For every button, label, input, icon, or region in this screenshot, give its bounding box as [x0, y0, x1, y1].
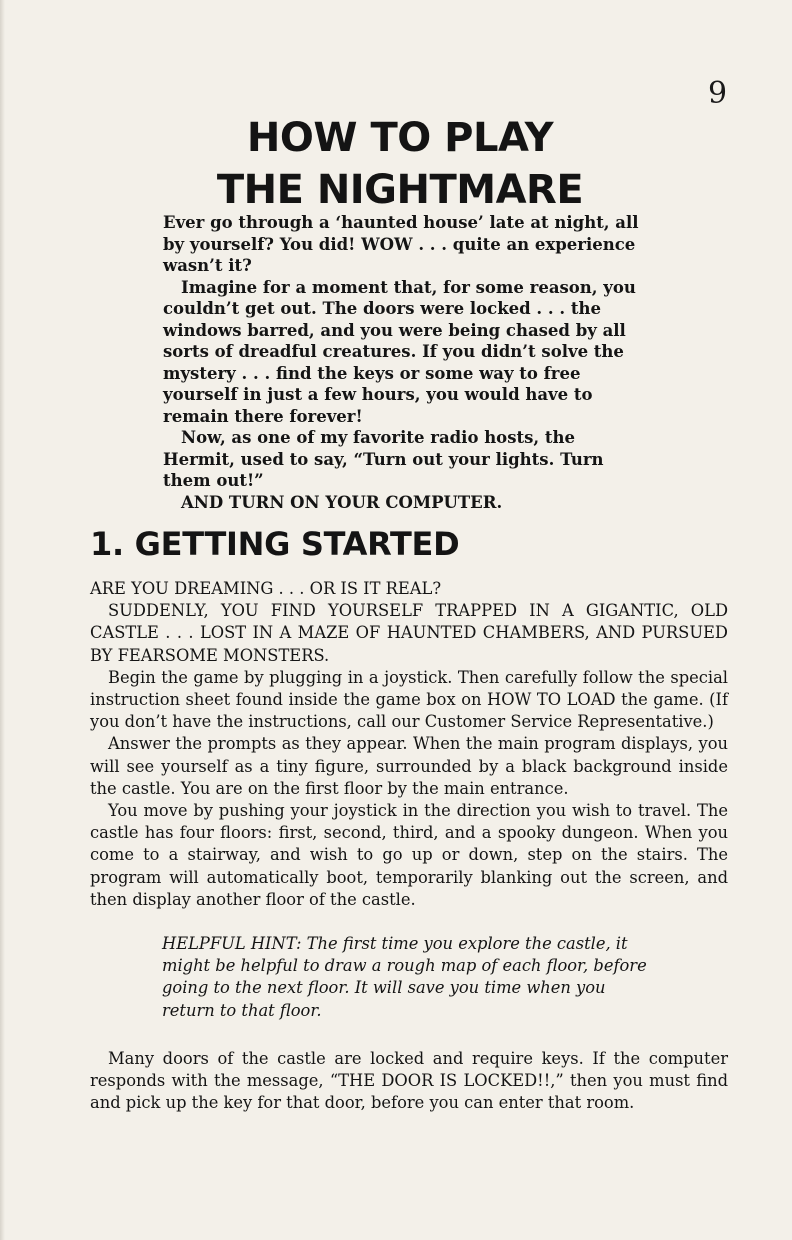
- body-paragraph: Answer the prompts as they appear. When the main program displays, you will see yourself as a tiny figure, surrounded by a black background inside the castle. You are on the first floor by the main entrance.: [90, 734, 728, 798]
- body-paragraph: You move by pushing your joystick in the direction you wish to travel. The castle has four floors: first, second, third, and a spooky dungeon. When you come to a stairway, and wish to go up or down, step on the stairs. The program will automatically boot, temporarily blanking out the screen, and then display another floor of the castle.: [90, 801, 728, 909]
- title-line-1: HOW TO PLAY: [246, 115, 554, 161]
- section-heading: 1. GETTING STARTED: [90, 525, 460, 563]
- intro-paragraph: AND TURN ON YOUR COMPUTER.: [181, 492, 503, 512]
- intro-paragraph: Ever go through a ‘haunted house’ late at night, all by yourself? You did! WOW . . . quite an experience wasn’t it?: [163, 213, 639, 275]
- intro-paragraph: Imagine for a moment that, for some reason, you couldn’t get out. The doors were locked . . . the windows barred, and you were being chased by all sorts of dreadful creatures. If you didn’t solve the mystery . . . find the keys or some way to free yourself in just a few hours, you would have to remain there forever!: [163, 277, 636, 426]
- page-title: [100, 112, 700, 216]
- section-body: [90, 578, 728, 1114]
- page-number: 9: [708, 76, 728, 111]
- intro-paragraph: Now, as one of my favorite radio hosts, the Hermit, used to say, “Turn out your lights. Turn them out!”: [163, 428, 604, 490]
- body-paragraph: ARE YOU DREAMING . . . OR IS IT REAL?: [90, 579, 442, 598]
- body-paragraph: Many doors of the castle are locked and require keys. If the computer responds with the message, “THE DOOR IS LOCKED!!,” then you must find and pick up the key for that door, before you can enter that room.: [90, 1048, 728, 1113]
- title-line-2: THE NIGHTMARE: [216, 167, 584, 213]
- helpful-hint: HELPFUL HINT: The first time you explore the castle, it might be helpful to draw a rough map of each floor, before going to the next floor. It will save you time when you return to that floor.: [162, 934, 647, 1020]
- body-paragraph: SUDDENLY, YOU FIND YOURSELF TRAPPED IN A GIGANTIC, OLD CASTLE . . . LOST IN A MAZE OF HAUNTED CHAMBERS, AND PURSUED BY FEARSOME MONSTERS.: [90, 601, 728, 665]
- page-edge: [0, 0, 5, 1240]
- intro-block: [163, 212, 643, 513]
- body-paragraph: Begin the game by plugging in a joystick. Then carefully follow the special instruction sheet found inside the game box on HOW TO LOAD the game. (If you don’t have the instructions, call our Customer Service Representative.): [90, 667, 728, 732]
